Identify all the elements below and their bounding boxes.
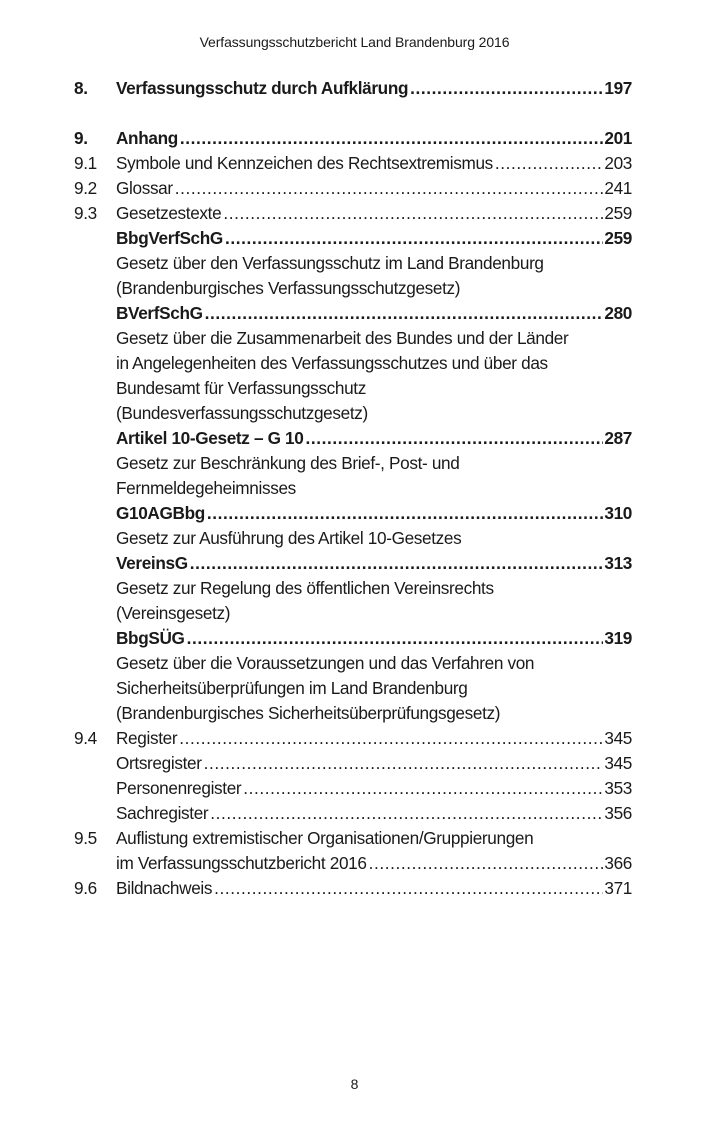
dot-leader	[204, 751, 604, 776]
dot-leader	[179, 726, 603, 751]
page-number: 8	[350, 1076, 359, 1092]
toc-entry-page: 287	[604, 428, 632, 448]
dot-leader	[305, 426, 603, 451]
dot-leader	[369, 851, 604, 876]
dot-leader	[243, 776, 603, 801]
toc-entry-description: Gesetz zur Regelung des öffentlichen Vereinsrechts	[116, 578, 494, 598]
dot-leader	[214, 876, 603, 901]
toc-entry-9-6[interactable]	[74, 876, 632, 901]
toc-entry-page: 319	[604, 628, 632, 648]
toc-entry-number: 8.	[74, 78, 88, 98]
toc-entry-title: Glossar	[116, 178, 173, 198]
toc-entry-number: 9.1	[74, 153, 97, 173]
toc-entry-page: 280	[604, 303, 632, 323]
toc-entry-page: 201	[604, 128, 632, 148]
toc-entry-page: 313	[604, 553, 632, 573]
toc-entry-description: Sicherheitsüberprüfungen im Land Brandenburg	[116, 678, 468, 698]
toc-entry-number: 9.5	[74, 828, 97, 848]
toc-entry-description: Gesetz über die Voraussetzungen und das Verfahren von	[116, 653, 535, 673]
toc-entry-number: 9.6	[74, 878, 97, 898]
toc-entry-title: BVerfSchG	[116, 303, 203, 323]
toc-entry-ortsregister[interactable]	[74, 751, 632, 776]
toc-entry-description: Gesetz zur Ausführung des Artikel 10-Gesetzes	[116, 528, 462, 548]
toc-entry-9-5-line2[interactable]	[74, 851, 632, 876]
toc-entry-9-4[interactable]	[74, 726, 632, 751]
toc-entry-title: Verfassungsschutz durch Aufklärung	[116, 78, 409, 98]
toc-entry-page: 259	[604, 203, 632, 223]
toc-entry-description: (Brandenburgisches Verfassungsschutzgesetz)	[116, 278, 461, 298]
toc-entry-title: Register	[116, 728, 178, 748]
toc-entry-title: Gesetzestexte	[116, 203, 222, 223]
toc-entry-number: 9.3	[74, 203, 97, 223]
toc-entry-title: Bildnachweis	[116, 878, 213, 898]
toc-entry-law-bverfschg[interactable]	[74, 301, 632, 326]
toc-entry-page: 371	[604, 878, 632, 898]
toc-entry-title: Auflistung extremistischer Organisationen/Gruppierungen	[116, 828, 534, 848]
dot-leader	[205, 301, 604, 326]
toc-entry-chapter-9[interactable]	[74, 126, 632, 151]
toc-entry-personenregister[interactable]	[74, 776, 632, 801]
toc-entry-page: 197	[604, 78, 632, 98]
toc-entry-law-g10[interactable]	[74, 426, 632, 451]
toc-entry-number: 9.	[74, 128, 88, 148]
toc-entry-description: (Vereinsgesetz)	[116, 603, 231, 623]
toc-entry-description: Gesetz über die Zusammenarbeit des Bundes und der Länder	[116, 328, 569, 348]
dot-leader	[190, 551, 604, 576]
toc-entry-description: Gesetz über den Verfassungsschutz im Land Brandenburg	[116, 253, 544, 273]
dot-leader	[410, 76, 603, 101]
toc-entry-9-2[interactable]	[74, 176, 632, 201]
toc-entry-description: (Bundesverfassungsschutzgesetz)	[116, 403, 368, 423]
toc-entry-page: 345	[604, 753, 632, 773]
dot-leader	[495, 151, 603, 176]
toc-entry-title: BbgSÜG	[116, 628, 185, 648]
table-of-contents	[74, 76, 632, 901]
toc-entry-description: Fernmeldegeheimnisses	[116, 478, 296, 498]
toc-entry-page: 259	[604, 228, 632, 248]
toc-entry-9-1[interactable]	[74, 151, 632, 176]
toc-entry-page: 345	[604, 728, 632, 748]
toc-entry-page: 310	[604, 503, 632, 523]
toc-entry-title: Personenregister	[116, 778, 242, 798]
toc-entry-title: im Verfassungsschutzbericht 2016	[116, 853, 367, 873]
dot-leader	[223, 201, 603, 226]
toc-entry-number: 9.2	[74, 178, 97, 198]
dot-leader	[225, 226, 603, 251]
toc-entry-title: Anhang	[116, 128, 178, 148]
toc-entry-page: 353	[604, 778, 632, 798]
toc-entry-title: G10AGBbg	[116, 503, 205, 523]
dot-leader	[180, 126, 603, 151]
toc-entry-title: Ortsregister	[116, 753, 202, 773]
toc-entry-description: (Brandenburgisches Sicherheitsüberprüfungsgesetz)	[116, 703, 501, 723]
toc-entry-page: 241	[604, 178, 632, 198]
dot-leader	[210, 801, 603, 826]
toc-entry-law-vereinsg[interactable]	[74, 551, 632, 576]
running-header: Verfassungsschutzbericht Land Brandenburg 2016	[199, 34, 510, 50]
toc-entry-chapter-8[interactable]	[74, 76, 632, 101]
toc-entry-sachregister[interactable]	[74, 801, 632, 826]
toc-entry-law-bbgverfschg[interactable]	[74, 226, 632, 251]
toc-entry-number: 9.4	[74, 728, 97, 748]
toc-entry-title: Symbole und Kennzeichen des Rechtsextremismus	[116, 153, 493, 173]
toc-entry-page: 366	[604, 853, 632, 873]
toc-entry-title: Sachregister	[116, 803, 209, 823]
dot-leader	[207, 501, 603, 526]
toc-entry-9-3[interactable]	[74, 201, 632, 226]
toc-entry-9-5-line1[interactable]	[74, 826, 632, 851]
dot-leader	[187, 626, 604, 651]
toc-entry-page: 203	[604, 153, 632, 173]
toc-entry-title: VereinsG	[116, 553, 188, 573]
toc-entry-description: Gesetz zur Beschränkung des Brief-, Post- und	[116, 453, 460, 473]
toc-entry-description: in Angelegenheiten des Verfassungsschutzes und über das	[116, 353, 548, 373]
toc-entry-title: Artikel 10-Gesetz – G 10	[116, 428, 304, 448]
toc-entry-title: BbgVerfSchG	[116, 228, 223, 248]
toc-entry-law-g10agbbg[interactable]	[74, 501, 632, 526]
dot-leader	[175, 176, 604, 201]
toc-entry-page: 356	[604, 803, 632, 823]
toc-entry-description: Bundesamt für Verfassungsschutz	[116, 378, 366, 398]
toc-entry-law-bbgsueg[interactable]	[74, 626, 632, 651]
